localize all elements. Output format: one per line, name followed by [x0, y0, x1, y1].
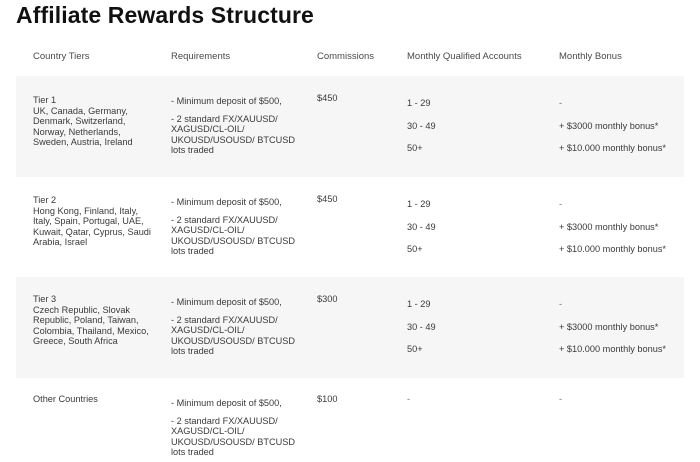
requirement-deposit: - Minimum deposit of $500,	[171, 398, 282, 408]
header-country-tiers: Country Tiers	[33, 51, 90, 62]
accounts-cell	[407, 199, 436, 267]
page-title: Affiliate Rewards Structure	[16, 2, 314, 28]
header-monthly-bonus: Monthly Bonus	[559, 51, 622, 62]
accounts-cell	[407, 299, 436, 367]
accounts-range: 1 - 29	[407, 199, 431, 209]
table-header-row	[16, 42, 684, 76]
commission-value: $450	[317, 93, 338, 103]
accounts-range: 1 - 29	[407, 299, 431, 309]
bonus-value: + $10.000 monthly bonus*	[559, 344, 667, 354]
country-cell	[33, 195, 151, 248]
bonus-cell	[559, 98, 666, 166]
bonus-value: + $3000 monthly bonus*	[559, 321, 659, 332]
requirements-cell	[171, 197, 299, 257]
bonus-value: -	[559, 98, 563, 108]
accounts-range: 30 - 49	[407, 221, 436, 232]
country-cell	[33, 95, 151, 148]
country-cell	[33, 394, 151, 405]
tier-countries: UK, Canada, Germany, Denmark, Switzerland, Norway, Netherlands, Sweden, Austria, Ireland	[33, 105, 133, 147]
bonus-value: -	[559, 199, 563, 209]
bonus-value: + $10.000 monthly bonus*	[559, 244, 667, 254]
commission-value: $300	[317, 294, 338, 304]
requirements-cell	[171, 96, 299, 156]
requirement-lots: - 2 standard FX/XAUUSD/ XAGUSD/CL-OIL/ UKOUSD/USOUSD/ BTCUSD lots traded	[171, 214, 296, 256]
requirements-cell	[171, 297, 299, 357]
tier-label: Tier 2	[33, 195, 57, 205]
requirement-deposit: - Minimum deposit of $500,	[171, 96, 282, 106]
bonus-cell	[559, 299, 666, 367]
accounts-range: 50+	[407, 244, 423, 254]
bonus-value: -	[559, 299, 563, 309]
commission-value: $450	[317, 194, 338, 204]
rewards-table	[16, 42, 684, 462]
tier-countries: Hong Kong, Finland, Italy, Italy, Spain, Portugal, UAE, Kuwait, Qatar, Cyprus, Saudi Arabia, Israel	[33, 205, 151, 247]
requirement-lots: - 2 standard FX/XAUUSD/ XAGUSD/CL-OIL/ UKOUSD/USOUSD/ BTCUSD lots traded	[171, 113, 296, 155]
commission-value: $100	[317, 394, 338, 404]
table-row-other-countries	[16, 378, 684, 462]
table-row-tier-1	[16, 76, 684, 177]
accounts-range: 30 - 49	[407, 321, 436, 332]
accounts-cell	[407, 98, 436, 166]
bonus-cell	[559, 199, 666, 267]
tier-label: Tier 1	[33, 95, 57, 105]
bonus-value: + $3000 monthly bonus*	[559, 120, 659, 131]
bonus-value: + $3000 monthly bonus*	[559, 221, 659, 232]
header-monthly-qualified-accounts: Monthly Qualified Accounts	[407, 51, 522, 62]
table-row-tier-3	[16, 277, 684, 378]
accounts-range: 50+	[407, 143, 423, 153]
country-cell	[33, 294, 151, 347]
bonus-value: + $10.000 monthly bonus*	[559, 143, 667, 153]
header-requirements: Requirements	[171, 51, 231, 62]
requirement-deposit: - Minimum deposit of $500,	[171, 197, 282, 207]
accounts-dash: -	[407, 394, 411, 404]
bonus-dash: -	[559, 394, 563, 404]
requirement-lots: - 2 standard FX/XAUUSD/ XAGUSD/CL-OIL/ UKOUSD/USOUSD/ BTCUSD lots traded	[171, 415, 296, 457]
accounts-range: 50+	[407, 344, 423, 354]
accounts-range: 1 - 29	[407, 98, 431, 108]
table-row-tier-2	[16, 177, 684, 277]
tier-label: Tier 3	[33, 294, 57, 304]
tier-countries: Czech Republic, Slovak Republic, Poland, Taiwan, Colombia, Thailand, Mexico, Greece, South Africa	[33, 304, 149, 346]
header-commissions: Commissions	[317, 51, 375, 62]
accounts-range: 30 - 49	[407, 120, 436, 131]
tier-label: Other Countries	[33, 394, 98, 404]
requirements-cell	[171, 398, 299, 458]
requirement-deposit: - Minimum deposit of $500,	[171, 297, 282, 307]
requirement-lots: - 2 standard FX/XAUUSD/ XAGUSD/CL-OIL/ UKOUSD/USOUSD/ BTCUSD lots traded	[171, 314, 296, 356]
